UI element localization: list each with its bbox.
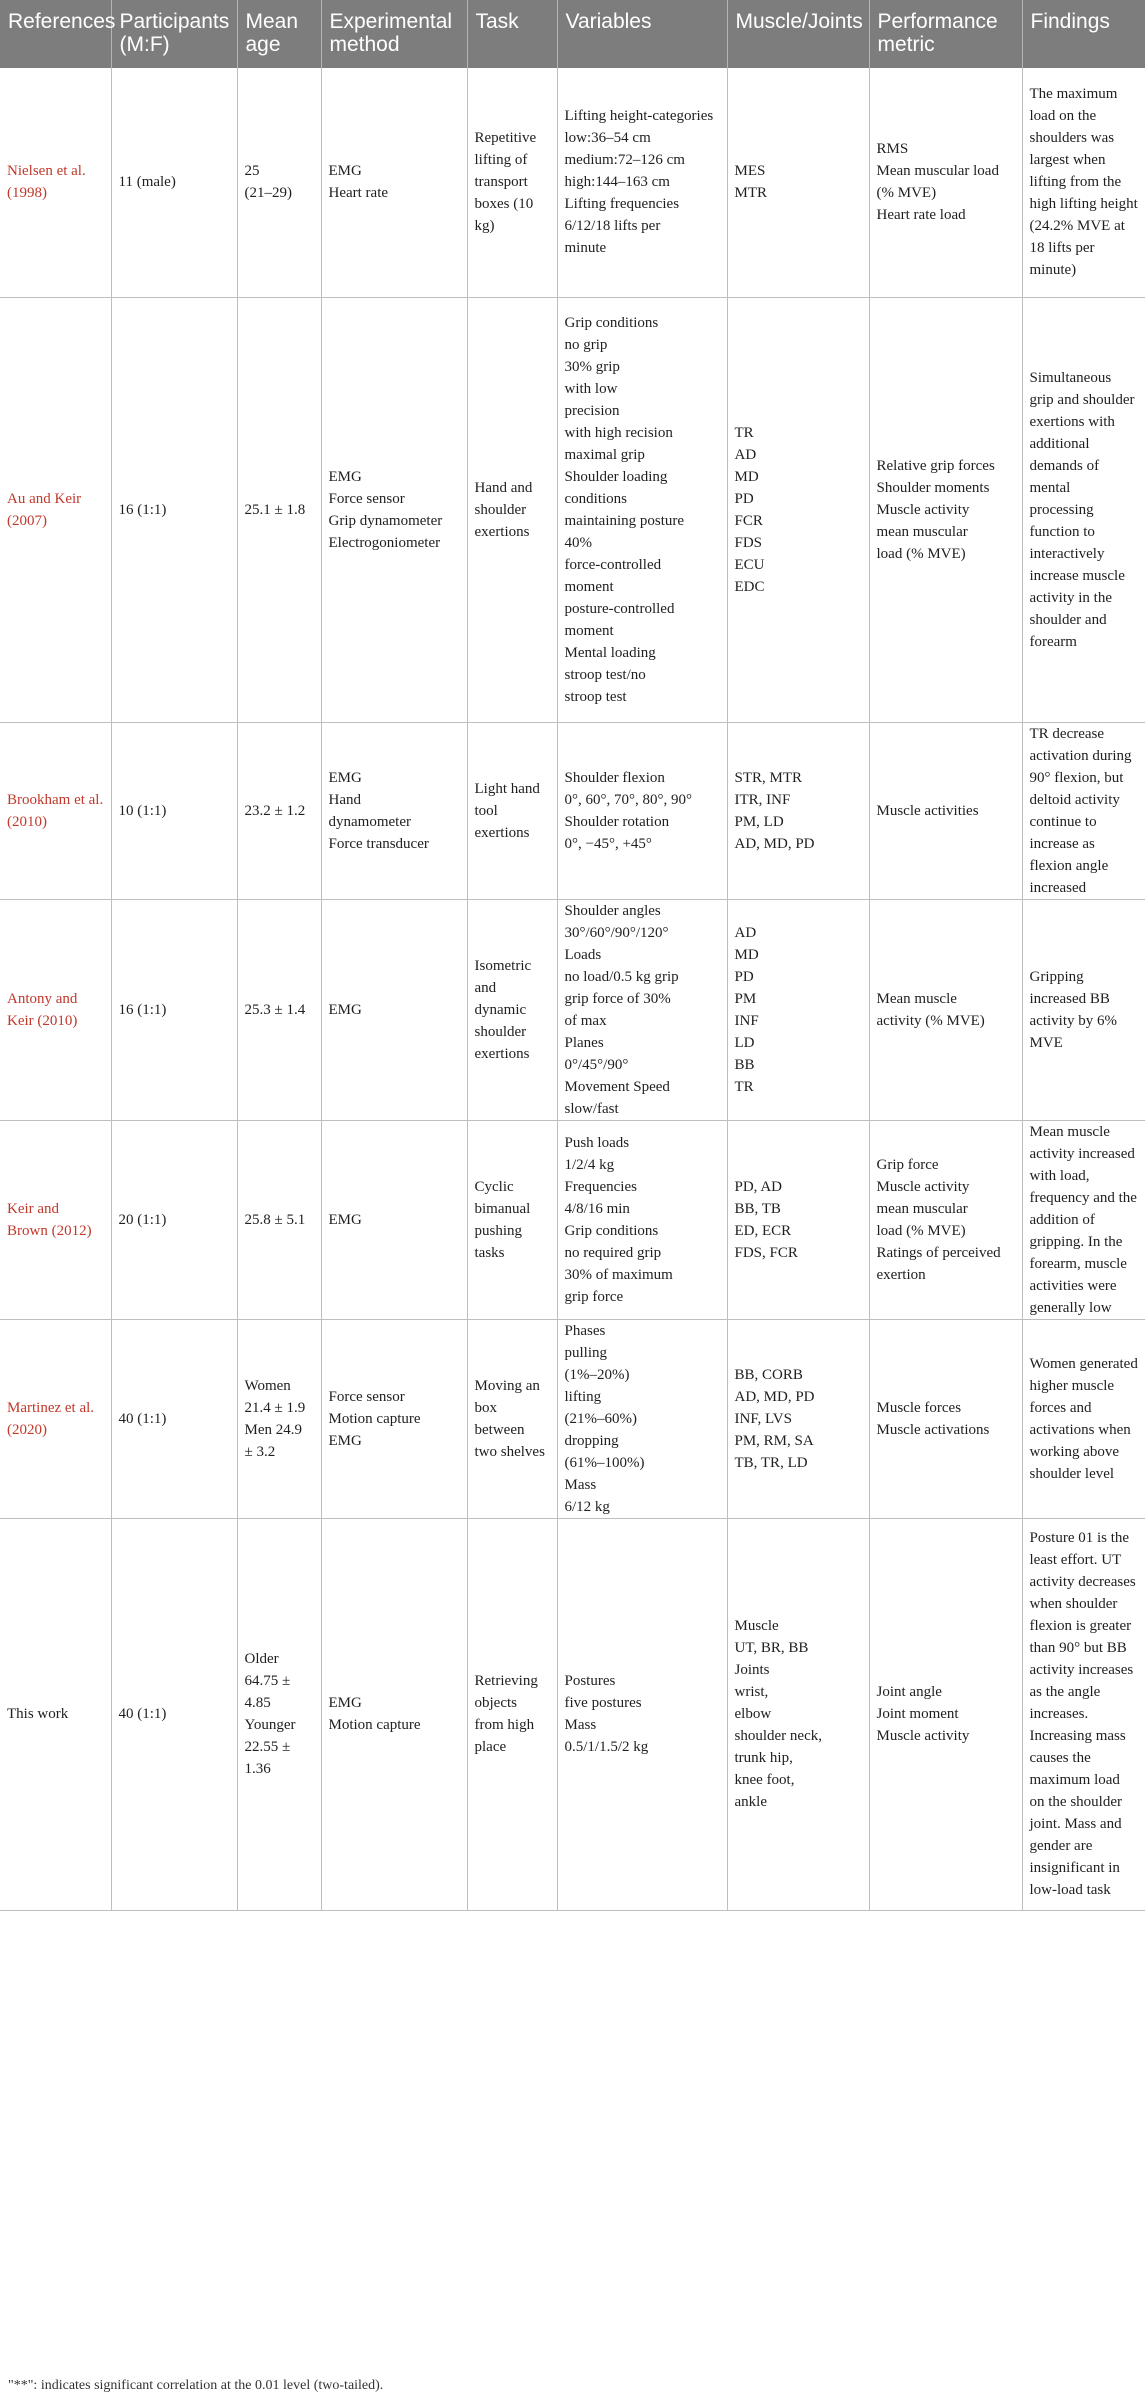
muscles-cell: MES MTR xyxy=(727,68,869,297)
task-cell: Isometric and dynamic shoulder exertions xyxy=(467,899,557,1120)
participants-cell: 11 (male) xyxy=(111,68,237,297)
header-task: Task xyxy=(467,0,557,68)
reference-link[interactable]: Au and Keir (2007) xyxy=(0,297,111,722)
findings-cell: TR decrease activation during 90° flexion, but deltoid activity continue to increase as flexion angle increased xyxy=(1022,722,1145,899)
participants-cell: 40 (1:1) xyxy=(111,1319,237,1518)
reference-link[interactable]: Martinez et al. (2020) xyxy=(0,1319,111,1518)
header-mean-age: Mean age xyxy=(237,0,321,68)
muscles-cell: Muscle UT, BR, BB Joints wrist, elbow shoulder neck, trunk hip, knee foot, ankle xyxy=(727,1518,869,1910)
table-footnote: "**": indicates significant correlation at the 0.01 level (two-tailed). xyxy=(8,2378,384,2393)
task-cell: Cyclic bimanual pushing tasks xyxy=(467,1120,557,1319)
task-cell: Retrieving objects from high place xyxy=(467,1518,557,1910)
header-findings: Findings xyxy=(1022,0,1145,68)
table-row xyxy=(0,1518,1145,1910)
variables-cell: Lifting height-categories low:36–54 cm medium:72–126 cm high:144–163 cm Lifting frequencies 6/12/18 lifts per minute xyxy=(557,68,727,297)
muscles-cell: TR AD MD PD FCR FDS ECU EDC xyxy=(727,297,869,722)
findings-cell: Posture 01 is the least effort. UT activity decreases when shoulder flexion is greater than 90° but BB activity increases as the angle increases. Increasing mass causes the maximum load on the shoulder joint. Mass and gender are insignificant in low-load task xyxy=(1022,1518,1145,1910)
muscles-cell: AD MD PD PM INF LD BB TR xyxy=(727,899,869,1120)
header-performance-metric: Performance metric xyxy=(869,0,1022,68)
muscles-cell: STR, MTR ITR, INF PM, LD AD, MD, PD xyxy=(727,722,869,899)
task-cell: Moving an box between two shelves xyxy=(467,1319,557,1518)
table-row xyxy=(0,68,1145,297)
mean-age-cell: 25.1 ± 1.8 xyxy=(237,297,321,722)
mean-age-cell: Women 21.4 ± 1.9 Men 24.9 ± 3.2 xyxy=(237,1319,321,1518)
mean-age-cell: 23.2 ± 1.2 xyxy=(237,722,321,899)
header-row xyxy=(0,0,1145,68)
variables-cell: Shoulder angles 30°/60°/90°/120° Loads no load/0.5 kg grip grip force of 30% of max Planes 0°/45°/90° Movement Speed slow/fast xyxy=(557,899,727,1120)
task-cell: Hand and shoulder exertions xyxy=(467,297,557,722)
reference-link[interactable]: Nielsen et al. (1998) xyxy=(0,68,111,297)
method-cell: EMG Hand dynamometer Force transducer xyxy=(321,722,467,899)
metric-cell: Muscle forces Muscle activations xyxy=(869,1319,1022,1518)
reference-link[interactable]: Antony and Keir (2010) xyxy=(0,899,111,1120)
findings-cell: Simultaneous grip and shoulder exertions with additional demands of mental processing function to interactively increase muscle activity in the shoulder and forearm xyxy=(1022,297,1145,722)
header-variables: Variables xyxy=(557,0,727,68)
mean-age-cell: Older 64.75 ± 4.85 Younger 22.55 ± 1.36 xyxy=(237,1518,321,1910)
participants-cell: 20 (1:1) xyxy=(111,1120,237,1319)
table-row xyxy=(0,297,1145,722)
method-cell: Force sensor Motion capture EMG xyxy=(321,1319,467,1518)
method-cell: EMG Heart rate xyxy=(321,68,467,297)
reference-link[interactable]: Brookham et al. (2010) xyxy=(0,722,111,899)
mean-age-cell: 25.8 ± 5.1 xyxy=(237,1120,321,1319)
metric-cell: Mean muscle activity (% MVE) xyxy=(869,899,1022,1120)
metric-cell: Relative grip forces Shoulder moments Muscle activity mean muscular load (% MVE) xyxy=(869,297,1022,722)
method-cell: EMG xyxy=(321,1120,467,1319)
table-row xyxy=(0,1120,1145,1319)
reference-text: This work xyxy=(0,1518,111,1910)
participants-cell: 16 (1:1) xyxy=(111,899,237,1120)
participants-cell: 16 (1:1) xyxy=(111,297,237,722)
header-references: References xyxy=(0,0,111,68)
variables-cell: Push loads 1/2/4 kg Frequencies 4/8/16 min Grip conditions no required grip 30% of maximum grip force xyxy=(557,1120,727,1319)
header-participants: Participants (M:F) xyxy=(111,0,237,68)
participants-cell: 10 (1:1) xyxy=(111,722,237,899)
findings-cell: Gripping increased BB activity by 6% MVE xyxy=(1022,899,1145,1120)
variables-cell: Grip conditions no grip 30% grip with low precision with high recision maximal grip Shoulder loading conditions maintaining posture 40% force-controlled moment posture-controlled moment Mental loading stroop test/no stroop test xyxy=(557,297,727,722)
method-cell: EMG Force sensor Grip dynamometer Electrogoniometer xyxy=(321,297,467,722)
variables-cell: Postures five postures Mass 0.5/1/1.5/2 kg xyxy=(557,1518,727,1910)
method-cell: EMG xyxy=(321,899,467,1120)
metric-cell: Joint angle Joint moment Muscle activity xyxy=(869,1518,1022,1910)
participants-cell: 40 (1:1) xyxy=(111,1518,237,1910)
metric-cell: Muscle activities xyxy=(869,722,1022,899)
mean-age-cell: 25 (21–29) xyxy=(237,68,321,297)
metric-cell: RMS Mean muscular load (% MVE) Heart rate load xyxy=(869,68,1022,297)
table-row xyxy=(0,899,1145,1120)
task-cell: Repetitive lifting of transport boxes (10 kg) xyxy=(467,68,557,297)
table-row xyxy=(0,1319,1145,1518)
task-cell: Light hand tool exertions xyxy=(467,722,557,899)
method-cell: EMG Motion capture xyxy=(321,1518,467,1910)
header-experimental-method: Experimental method xyxy=(321,0,467,68)
muscles-cell: PD, AD BB, TB ED, ECR FDS, FCR xyxy=(727,1120,869,1319)
mean-age-cell: 25.3 ± 1.4 xyxy=(237,899,321,1120)
header-muscle-joints: Muscle/Joints xyxy=(727,0,869,68)
table-row xyxy=(0,722,1145,899)
metric-cell: Grip force Muscle activity mean muscular load (% MVE) Ratings of perceived exertion xyxy=(869,1120,1022,1319)
findings-cell: The maximum load on the shoulders was largest when lifting from the high lifting height (24.2% MVE at 18 lifts per minute) xyxy=(1022,68,1145,297)
muscles-cell: BB, CORB AD, MD, PD INF, LVS PM, RM, SA TB, TR, LD xyxy=(727,1319,869,1518)
reference-link[interactable]: Keir and Brown (2012) xyxy=(0,1120,111,1319)
variables-cell: Phases pulling (1%–20%) lifting (21%–60%) dropping (61%–100%) Mass 6/12 kg xyxy=(557,1319,727,1518)
findings-cell: Women generated higher muscle forces and activations when working above shoulder level xyxy=(1022,1319,1145,1518)
variables-cell: Shoulder flexion 0°, 60°, 70°, 80°, 90° Shoulder rotation 0°, −45°, +45° xyxy=(557,722,727,899)
findings-cell: Mean muscle activity increased with load, frequency and the addition of gripping. In the forearm, muscle activities were generally low xyxy=(1022,1120,1145,1319)
